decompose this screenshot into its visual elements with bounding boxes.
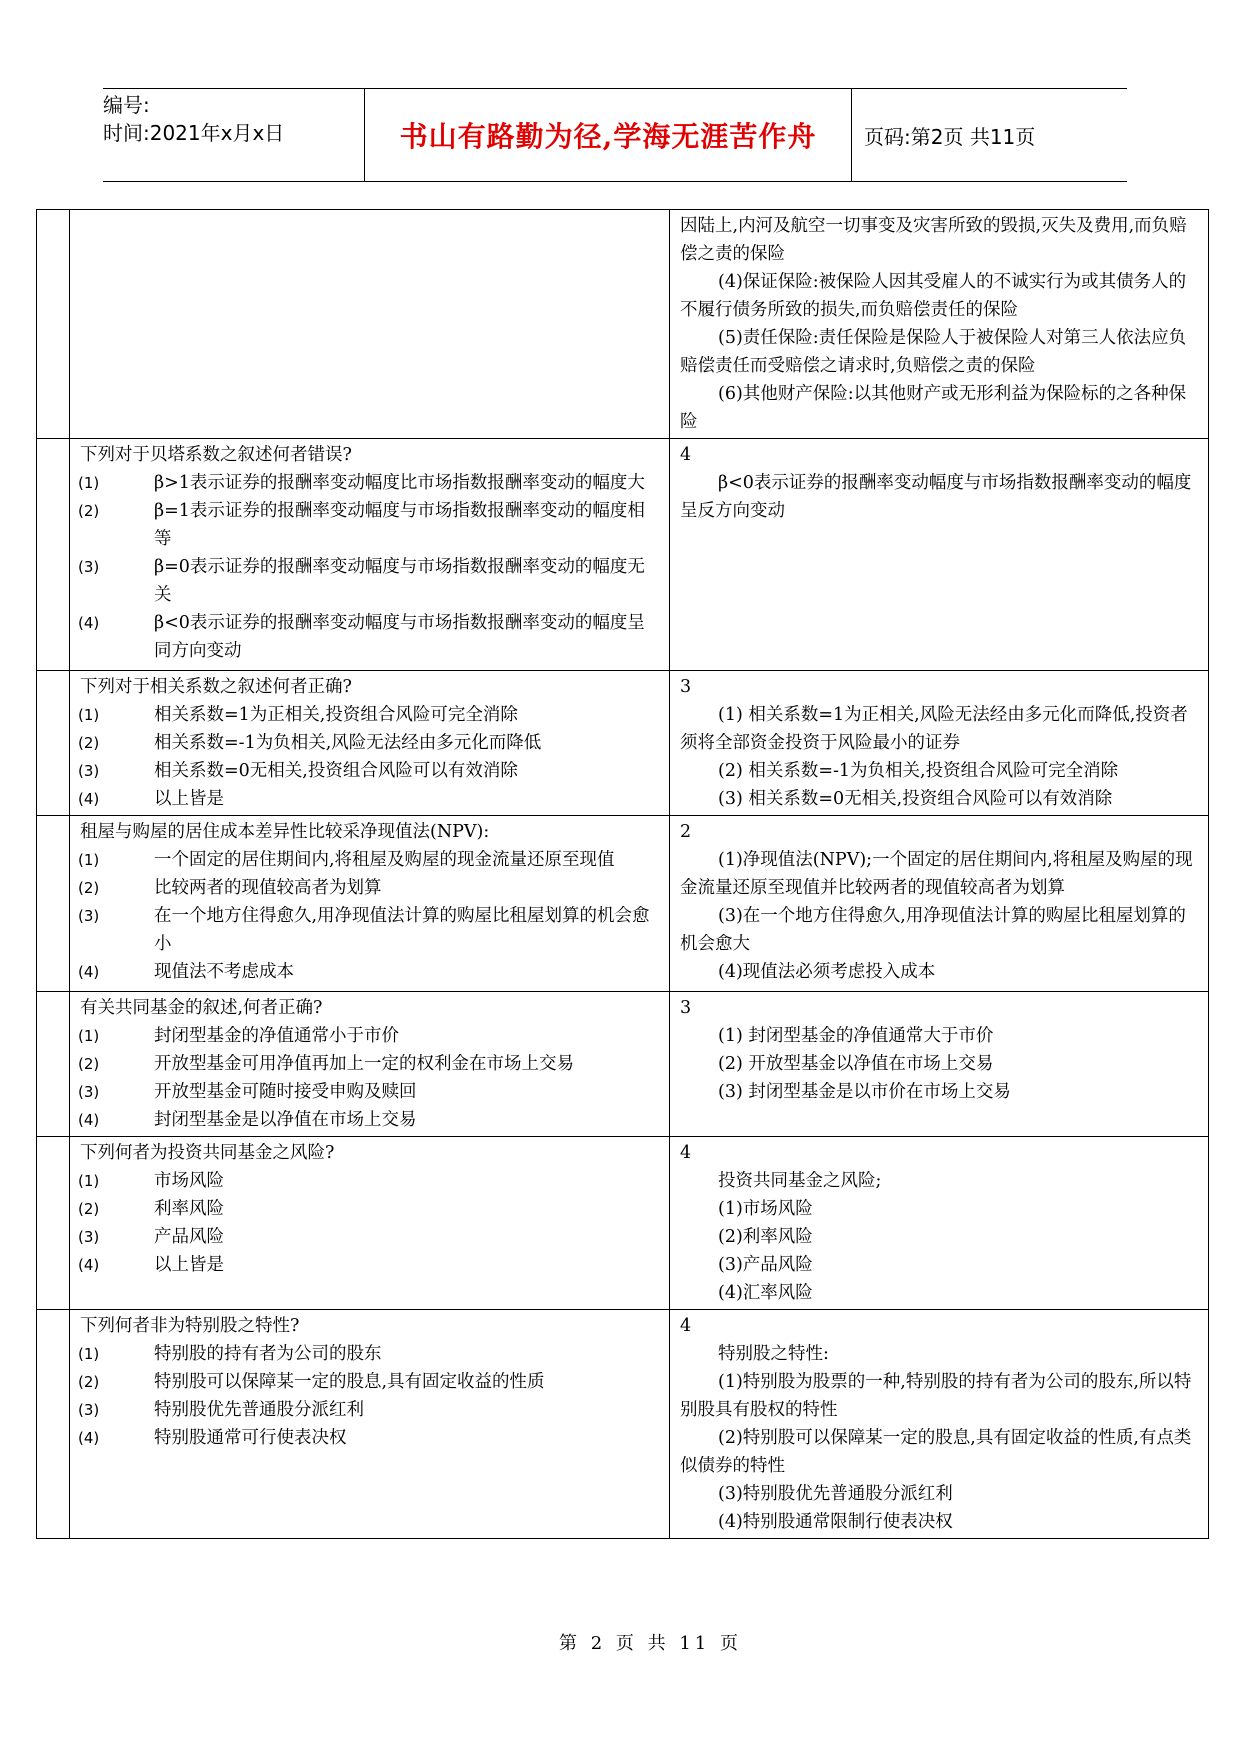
answer-number: 3 (680, 677, 692, 697)
question-row (37, 671, 1209, 816)
answer-option (78, 1050, 661, 1078)
answer-number: 4 (680, 445, 692, 465)
question-row (37, 1310, 1209, 1539)
option-number: (3) (78, 907, 100, 925)
answer-cell (670, 816, 1209, 992)
answer-option (78, 609, 661, 665)
answer-option (78, 1106, 661, 1134)
header-info (103, 89, 363, 181)
question-cell (70, 210, 670, 439)
option-number: (3) (78, 1228, 100, 1246)
answer-option (78, 902, 661, 958)
explanation (680, 1167, 1200, 1307)
answer-option (78, 497, 661, 553)
explanation (680, 1022, 1200, 1106)
question-table (36, 209, 1209, 1539)
row-index-cell (37, 816, 70, 992)
answer-number: 3 (680, 998, 692, 1018)
explanation-line: (1)市场风险 (718, 1199, 813, 1219)
answer-option (78, 553, 661, 609)
answer-option (78, 1251, 661, 1279)
explanation (680, 846, 1200, 986)
option-number: (2) (78, 1055, 100, 1073)
document-time-label: 时间:2021年x月x日 (103, 121, 285, 145)
answer-number: 4 (680, 1316, 692, 1336)
option-text: 特别股的持有者为公司的股东 (154, 1344, 382, 1364)
answer-cell (670, 1137, 1209, 1310)
question-cell (70, 439, 670, 671)
option-text: 封闭型基金是以净值在市场上交易 (154, 1110, 417, 1130)
option-text: 相关系数=-1为负相关,风险无法经由多元化而降低 (154, 733, 542, 753)
question-row (37, 210, 1209, 439)
document-number-label: 编号: (103, 93, 150, 117)
question-text: 租屋与购屋的居住成本差异性比较采净现值法(NPV): (80, 822, 490, 842)
option-text: 现值法不考虑成本 (154, 962, 294, 982)
explanation-line: (4)现值法必须考虑投入成本 (718, 962, 936, 982)
row-index-cell (37, 1310, 70, 1539)
explanation-line: (3) 封闭型基金是以市价在市场上交易 (718, 1082, 1011, 1102)
option-number: (4) (78, 614, 100, 632)
explanation (680, 701, 1200, 813)
option-number: (3) (78, 1083, 100, 1101)
question-text: 下列对于相关系数之叙述何者正确? (80, 677, 352, 697)
option-text: 利率风险 (154, 1199, 224, 1219)
option-number: (4) (78, 790, 100, 808)
explanation-line: (1)特别股为股票的一种,特别股的持有者为公司的股东,所以特别股具有股权的特性 (680, 1372, 1192, 1420)
explanation-line: (2)特别股可以保障某一定的股息,具有固定收益的性质,有点类似债券的特性 (680, 1428, 1192, 1476)
question-text: 下列对于贝塔系数之叙述何者错误? (80, 445, 352, 465)
explanation (680, 1340, 1200, 1536)
explanation-line: (4)保证保险:被保险人因其受雇人的不诚实行为或其债务人的不履行债务所致的损失,而负赔偿责任的保险 (680, 272, 1187, 320)
question-cell (70, 1310, 670, 1539)
answer-option (78, 729, 661, 757)
option-number: (4) (78, 963, 100, 981)
answer-option (78, 1195, 661, 1223)
option-number: (4) (78, 1429, 100, 1447)
option-number: (3) (78, 1401, 100, 1419)
explanation-line: (4)汇率风险 (718, 1283, 813, 1303)
page-header (103, 88, 1127, 182)
option-number: (1) (78, 851, 100, 869)
answer-option (78, 958, 661, 986)
explanation (680, 469, 1200, 525)
explanation-line: 特别股之特性: (718, 1344, 829, 1364)
explanation-line: (1)净现值法(NPV);一个固定的居住期间内,将租屋及购屋的现金流量还原至现值并比较两者的现值较高者为划算 (680, 850, 1193, 898)
explanation-line: (1) 封闭型基金的净值通常大于市价 (718, 1026, 994, 1046)
answer-option (78, 1078, 661, 1106)
row-index-cell (37, 439, 70, 671)
option-text: 市场风险 (154, 1171, 224, 1191)
option-text: 特别股优先普通股分派红利 (154, 1400, 364, 1420)
answer-option (78, 469, 661, 497)
explanation-line: (1) 相关系数=1为正相关,风险无法经由多元化而降低,投资者须将全部资金投资于风险最小的证券 (680, 705, 1188, 753)
option-number: (4) (78, 1256, 100, 1274)
option-text: β<0表示证券的报酬率变动幅度与市场指数报酬率变动的幅度呈同方向变动 (154, 613, 645, 661)
explanation-line: (2) 开放型基金以净值在市场上交易 (718, 1054, 994, 1074)
option-text: 特别股可以保障某一定的股息,具有固定收益的性质 (154, 1372, 545, 1392)
question-cell (70, 1137, 670, 1310)
answer-option (78, 1368, 661, 1396)
explanation-line: (6)其他财产保险:以其他财产或无形利益为保险标的之各种保险 (680, 384, 1187, 432)
explanation-line: (3)特别股优先普通股分派红利 (718, 1484, 953, 1504)
option-text: 特别股通常可行使表决权 (154, 1428, 347, 1448)
option-number: (1) (78, 706, 100, 724)
answer-option (78, 846, 661, 874)
explanation-line: (2) 相关系数=-1为负相关,投资组合风险可完全消除 (718, 761, 1119, 781)
option-number: (1) (78, 1027, 100, 1045)
answer-option (78, 1396, 661, 1424)
answer-option (78, 757, 661, 785)
option-number: (2) (78, 502, 100, 520)
answer-option (78, 1340, 661, 1368)
option-text: 相关系数=0无相关,投资组合风险可以有效消除 (154, 761, 518, 781)
option-text: 以上皆是 (154, 1255, 224, 1275)
answer-number: 2 (680, 822, 692, 842)
answer-cell (670, 992, 1209, 1137)
answer-option (78, 1022, 661, 1050)
row-index-cell (37, 992, 70, 1137)
option-text: 在一个地方住得愈久,用净现值法计算的购屋比租屋划算的机会愈小 (154, 906, 650, 954)
answer-option (78, 874, 661, 902)
answer-option (78, 1223, 661, 1251)
row-index-cell (37, 671, 70, 816)
row-index-cell (37, 210, 70, 439)
option-number: (4) (78, 1111, 100, 1129)
header-page-cell (852, 89, 1139, 181)
explanation (680, 212, 1200, 436)
option-text: 相关系数=1为正相关,投资组合风险可完全消除 (154, 705, 518, 725)
question-row (37, 439, 1209, 671)
option-number: (3) (78, 762, 100, 780)
answer-number: 4 (680, 1143, 692, 1163)
answer-cell (670, 439, 1209, 671)
explanation-line: β<0表示证券的报酬率变动幅度与市场指数报酬率变动的幅度呈反方向变动 (680, 473, 1192, 521)
option-text: 以上皆是 (154, 789, 224, 809)
question-text: 下列何者为投资共同基金之风险? (80, 1143, 335, 1163)
option-number: (1) (78, 474, 100, 492)
option-text: 产品风险 (154, 1227, 224, 1247)
header-motto: 书山有路勤为径,学海无涯苦作舟 (399, 120, 817, 153)
answer-cell (670, 671, 1209, 816)
explanation-line: (3)在一个地方住得愈久,用净现值法计算的购屋比租屋划算的机会愈大 (680, 906, 1186, 954)
page-footer: 第 2 页 共 11 页 (559, 1633, 742, 1654)
option-number: (1) (78, 1345, 100, 1363)
question-text: 下列何者非为特别股之特性? (80, 1316, 300, 1336)
option-text: β=0表示证券的报酬率变动幅度与市场指数报酬率变动的幅度无关 (154, 557, 645, 605)
explanation-line: (5)责任保险:责任保险是保险人于被保险人对第三人依法应负赔偿责任而受赔偿之请求时,负赔偿之责的保险 (680, 328, 1187, 376)
answer-cell (670, 210, 1209, 439)
question-row (37, 1137, 1209, 1310)
option-number: (2) (78, 1373, 100, 1391)
answer-option (78, 1424, 661, 1452)
option-number: (1) (78, 1172, 100, 1190)
question-row (37, 992, 1209, 1137)
answer-option (78, 701, 661, 729)
row-index-cell (37, 1137, 70, 1310)
option-text: 一个固定的居住期间内,将租屋及购屋的现金流量还原至现值 (154, 850, 615, 870)
answer-cell (670, 1310, 1209, 1539)
answer-option (78, 1167, 661, 1195)
question-row (37, 816, 1209, 992)
question-table-body (37, 210, 1209, 1539)
header-page-label: 页码:第2页 共11页 (864, 124, 1036, 149)
explanation-line: (4)特别股通常限制行使表决权 (718, 1512, 953, 1532)
explanation-line: 投资共同基金之风险; (718, 1171, 882, 1191)
option-text: 开放型基金可随时接受申购及赎回 (154, 1082, 417, 1102)
option-number: (2) (78, 1200, 100, 1218)
option-number: (2) (78, 734, 100, 752)
option-text: β=1表示证券的报酬率变动幅度与市场指数报酬率变动的幅度相等 (154, 501, 645, 549)
header-motto-cell (364, 89, 852, 181)
explanation-line: (2)利率风险 (718, 1227, 813, 1247)
question-cell (70, 816, 670, 992)
explanation-line: (3) 相关系数=0无相关,投资组合风险可以有效消除 (718, 789, 1113, 809)
question-cell (70, 671, 670, 816)
option-text: 开放型基金可用净值再加上一定的权利金在市场上交易 (154, 1054, 574, 1074)
option-text: β>1表示证券的报酬率变动幅度比市场指数报酬率变动的幅度大 (154, 473, 645, 493)
explanation-line: (3)产品风险 (718, 1255, 813, 1275)
question-text: 有关共同基金的叙述,何者正确? (80, 998, 323, 1018)
answer-option (78, 785, 661, 813)
option-text: 封闭型基金的净值通常小于市价 (154, 1026, 399, 1046)
question-cell (70, 992, 670, 1137)
option-number: (3) (78, 558, 100, 576)
option-number: (2) (78, 879, 100, 897)
option-text: 比较两者的现值较高者为划算 (154, 878, 382, 898)
explanation-line: 因陆上,内河及航空一切事变及灾害所致的毁损,灭失及费用,而负赔偿之责的保险 (680, 216, 1187, 264)
